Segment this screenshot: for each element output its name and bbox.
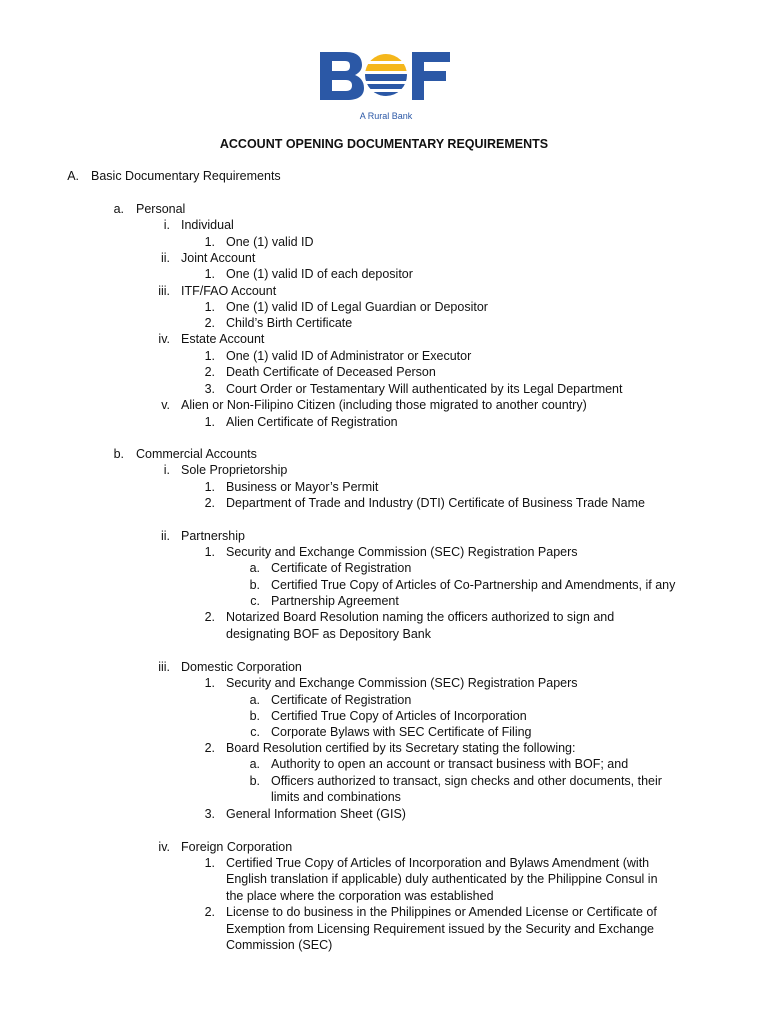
list-item-text: Authority to open an account or transact business with BOF; and <box>271 757 629 771</box>
list-marker: c. <box>250 594 260 608</box>
list-marker: iv. <box>158 840 170 854</box>
list-item-text: Sole Proprietorship <box>181 463 288 477</box>
list-marker: 1. <box>204 267 215 281</box>
list-marker: 2. <box>204 316 215 330</box>
list-item-text: Department of Trade and Industry (DTI) Certificate of Business Trade Name <box>226 496 645 510</box>
list-marker: a. <box>249 561 260 575</box>
list-item-text: Business or Mayor’s Permit <box>226 480 379 494</box>
list-item-text: Partnership <box>181 529 245 543</box>
list-marker: c. <box>250 725 260 739</box>
list-item-text: Joint Account <box>181 251 256 265</box>
list-item-text: Death Certificate of Deceased Person <box>226 365 436 379</box>
list-marker: iii. <box>158 284 170 298</box>
list-item-text: Certified True Copy of Articles of Incorporation <box>271 709 527 723</box>
list-marker: 1. <box>204 480 215 494</box>
logo-letter-o <box>362 54 410 97</box>
list-item-text: One (1) valid ID of Administrator or Executor <box>226 349 472 363</box>
logo-letter-f <box>412 52 450 100</box>
list-marker: a. <box>249 757 260 771</box>
list-marker: i. <box>163 218 170 232</box>
list-item-text: Alien Certificate of Registration <box>226 415 398 429</box>
logo-letter-b <box>320 52 364 100</box>
list-marker: ii. <box>160 529 170 543</box>
list-item-text: Personal <box>136 202 186 216</box>
list-item-text: Basic Documentary Requirements <box>91 169 281 183</box>
list-item-text: the place where the corporation was established <box>226 889 494 903</box>
list-marker: 3. <box>204 382 215 396</box>
document-title: ACCOUNT OPENING DOCUMENTARY REQUIREMENTS <box>219 137 549 151</box>
list-marker: 1. <box>204 545 215 559</box>
list-marker: 1. <box>204 856 215 870</box>
list-item-text: English translation if applicable) duly authenticated by the Philippine Consul in <box>226 872 658 886</box>
list-marker: iii. <box>158 660 170 674</box>
list-item-text: Board Resolution certified by its Secretary stating the following: <box>226 741 576 755</box>
list-item-text: Estate Account <box>181 332 265 346</box>
list-item-text: Corporate Bylaws with SEC Certificate of Filing <box>271 725 532 739</box>
list-item-text: Foreign Corporation <box>181 840 293 854</box>
logo-tagline: A Rural Bank <box>359 111 413 121</box>
list-item-text: limits and combinations <box>271 790 401 804</box>
list-item-text: Partnership Agreement <box>271 594 399 608</box>
list-marker: ii. <box>160 251 170 265</box>
list-marker: 2. <box>204 905 215 919</box>
list-marker: b. <box>249 578 260 592</box>
list-item-text: ITF/FAO Account <box>181 284 277 298</box>
list-marker: v. <box>161 398 170 412</box>
list-marker: iv. <box>158 332 170 346</box>
list-item-text: One (1) valid ID of Legal Guardian or Depositor <box>226 300 488 314</box>
list-item-text: Domestic Corporation <box>181 660 302 674</box>
list-item-text: Court Order or Testamentary Will authenticated by its Legal Department <box>226 382 623 396</box>
list-item-text: Certified True Copy of Articles of Incorporation and Bylaws Amendment (with <box>226 856 650 870</box>
list-marker: b. <box>249 774 260 788</box>
list-marker: 2. <box>204 365 215 379</box>
list-item-text: License to do business in the Philippines or Amended License or Certificate of <box>226 905 657 919</box>
list-marker: a. <box>113 202 124 216</box>
list-marker: a. <box>249 693 260 707</box>
list-item-text: Commission (SEC) <box>226 938 333 952</box>
list-item-text: Child’s Birth Certificate <box>226 316 353 330</box>
list-item-text: Officers authorized to transact, sign checks and other documents, their <box>271 774 662 788</box>
list-item-text: One (1) valid ID of each depositor <box>226 267 413 281</box>
list-item-text: Commercial Accounts <box>136 447 257 461</box>
list-marker: A. <box>67 169 79 183</box>
list-marker: 2. <box>204 741 215 755</box>
list-marker: 3. <box>204 807 215 821</box>
list-marker: 1. <box>204 300 215 314</box>
list-item-text: General Information Sheet (GIS) <box>226 807 406 821</box>
list-item-text: Certificate of Registration <box>271 693 412 707</box>
list-item-text: Individual <box>181 218 234 232</box>
list-marker: b. <box>113 447 124 461</box>
list-item-text: Exemption from Licensing Requirement issued by the Security and Exchange <box>226 922 655 936</box>
list-marker: 2. <box>204 610 215 624</box>
list-item-text: One (1) valid ID <box>226 235 314 249</box>
list-marker: 1. <box>204 235 215 249</box>
list-marker: 2. <box>204 496 215 510</box>
list-item-text: Security and Exchange Commission (SEC) Registration Papers <box>226 545 578 559</box>
list-marker: 1. <box>204 349 215 363</box>
list-item-text: Security and Exchange Commission (SEC) Registration Papers <box>226 676 578 690</box>
list-marker: b. <box>249 709 260 723</box>
list-marker: i. <box>163 463 170 477</box>
list-marker: 1. <box>204 415 215 429</box>
list-marker: 1. <box>204 676 215 690</box>
list-item-text: designating BOF as Depository Bank <box>226 627 431 641</box>
list-item-text: Alien or Non-Filipino Citizen (including those migrated to another country) <box>181 398 587 412</box>
list-item-text: Certified True Copy of Articles of Co-Partnership and Amendments, if any <box>271 578 676 592</box>
list-item-text: Certificate of Registration <box>271 561 412 575</box>
list-item-text: Notarized Board Resolution naming the officers authorized to sign and <box>226 610 615 624</box>
